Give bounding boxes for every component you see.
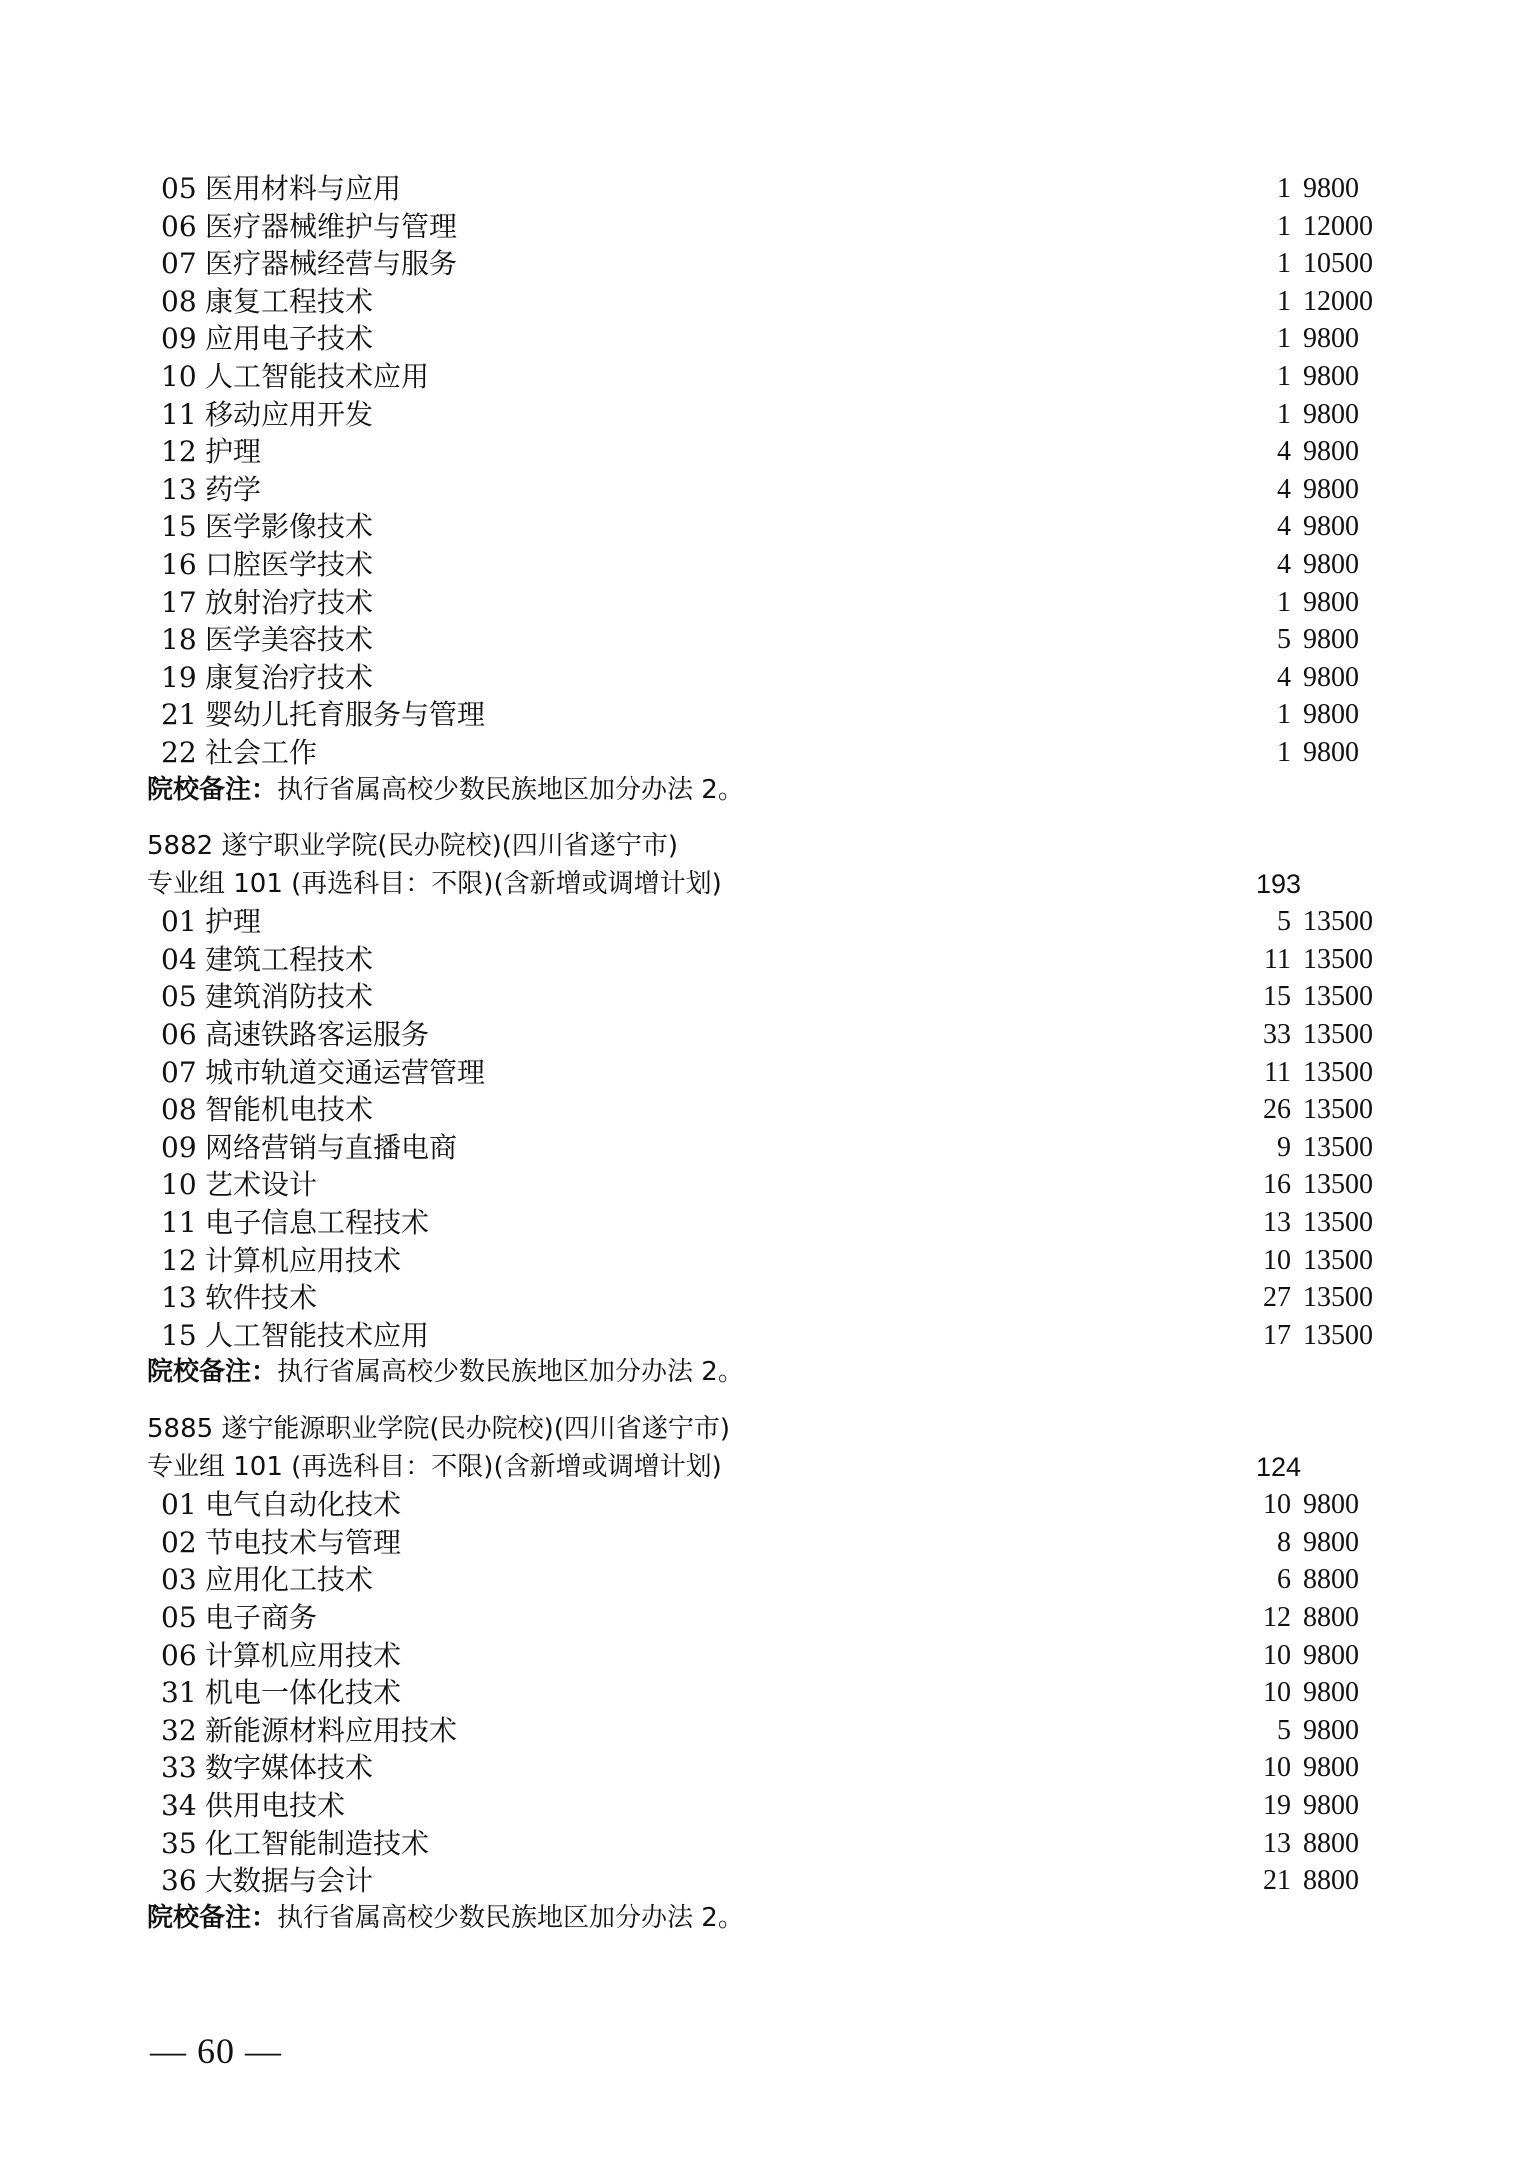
plan-count: 13 xyxy=(1263,1827,1291,1859)
major-name: 移动应用开发 xyxy=(205,397,374,431)
group-label: 专业组 101 (再选科目：不限)(含新增或调增计划) xyxy=(147,1451,722,1482)
plan-count: 17 xyxy=(1263,1319,1291,1351)
note-label: 院校备注： xyxy=(147,774,278,805)
group-label: 专业组 101 (再选科目：不限)(含新增或调增计划) xyxy=(147,868,722,899)
major-name: 大数据与会计 xyxy=(205,1864,374,1898)
major-code: 36 xyxy=(161,1864,197,1898)
tuition-fee: 9800 xyxy=(1303,1677,1359,1709)
major-name: 康复工程技术 xyxy=(205,284,374,318)
major-group-heading xyxy=(147,866,1387,904)
tuition-fee: 13500 xyxy=(1303,1094,1373,1126)
major-code: 05 xyxy=(161,172,197,205)
major-row xyxy=(147,508,1387,546)
plan-count: 10 xyxy=(1263,1639,1291,1671)
major-name: 艺术设计 xyxy=(205,1168,318,1202)
plan-count: 1 xyxy=(1277,398,1291,430)
major-row xyxy=(147,208,1387,246)
major-name: 电子商务 xyxy=(205,1600,318,1634)
major-code: 15 xyxy=(161,510,197,544)
section-spacer xyxy=(147,1392,1387,1411)
plan-count: 1 xyxy=(1277,173,1291,204)
major-row xyxy=(147,1524,1387,1562)
major-name: 机电一体化技术 xyxy=(205,1676,402,1710)
major-name: 人工智能技术应用 xyxy=(205,359,430,393)
major-code: 18 xyxy=(161,623,197,657)
plan-count: 26 xyxy=(1263,1094,1291,1126)
plan-count: 4 xyxy=(1277,661,1291,693)
plan-count: 1 xyxy=(1277,699,1291,731)
tuition-fee: 9800 xyxy=(1303,586,1359,618)
major-code: 13 xyxy=(161,472,197,506)
major-code: 09 xyxy=(161,1130,197,1164)
major-row xyxy=(147,1712,1387,1750)
major-row xyxy=(147,659,1387,697)
tuition-fee: 13500 xyxy=(1303,1056,1373,1088)
major-code: 12 xyxy=(161,435,197,469)
major-name: 康复治疗技术 xyxy=(205,660,374,694)
tuition-fee: 8800 xyxy=(1303,1865,1359,1897)
major-name: 电气自动化技术 xyxy=(205,1488,402,1522)
plan-count: 5 xyxy=(1277,906,1291,938)
major-row xyxy=(147,283,1387,321)
tuition-fee: 9800 xyxy=(1303,1639,1359,1671)
major-code: 10 xyxy=(161,1168,197,1202)
note-text: 执行省属高校少数民族地区加分办法 2。 xyxy=(277,774,744,805)
group-total: 193 xyxy=(1255,868,1301,899)
major-code: 11 xyxy=(161,1206,197,1240)
school-heading: 5885 遂宁能源职业学院(民办院校)(四川省遂宁市) xyxy=(147,1414,731,1444)
tuition-fee: 13500 xyxy=(1303,943,1373,975)
plan-count: 10 xyxy=(1263,1489,1291,1521)
major-name: 婴幼儿托育服务与管理 xyxy=(205,698,486,732)
major-name: 应用化工技术 xyxy=(205,1563,374,1597)
major-row xyxy=(147,1862,1387,1900)
major-code: 11 xyxy=(161,397,197,431)
tuition-fee: 13500 xyxy=(1303,1282,1373,1314)
major-name: 医疗器械经营与服务 xyxy=(205,247,458,281)
major-name: 软件技术 xyxy=(205,1281,318,1315)
major-name: 计算机应用技术 xyxy=(205,1638,402,1672)
major-code: 06 xyxy=(161,1018,197,1052)
major-row xyxy=(147,1561,1387,1599)
tuition-fee: 8800 xyxy=(1303,1601,1359,1633)
major-row xyxy=(147,358,1387,396)
page-number: — 60 — xyxy=(150,2031,282,2071)
major-row xyxy=(147,1317,1387,1355)
plan-count: 4 xyxy=(1277,511,1291,543)
major-name: 城市轨道交通运营管理 xyxy=(205,1055,486,1089)
major-code: 04 xyxy=(161,942,197,976)
major-code: 08 xyxy=(161,1093,197,1127)
plan-count: 9 xyxy=(1277,1131,1291,1163)
tuition-fee: 9800 xyxy=(1303,1489,1359,1521)
tuition-fee: 10500 xyxy=(1303,248,1373,280)
major-code: 02 xyxy=(161,1525,197,1559)
tuition-fee: 13500 xyxy=(1303,906,1373,938)
major-row xyxy=(147,1599,1387,1637)
school-note xyxy=(147,772,1387,810)
plan-count: 13 xyxy=(1263,1207,1291,1239)
major-row xyxy=(147,1204,1387,1242)
major-row xyxy=(147,1674,1387,1712)
tuition-fee: 13500 xyxy=(1303,1169,1373,1201)
plan-count: 4 xyxy=(1277,436,1291,468)
tuition-fee: 9800 xyxy=(1303,1752,1359,1784)
major-code: 06 xyxy=(161,1638,197,1672)
plan-count: 5 xyxy=(1277,624,1291,656)
tuition-fee: 13500 xyxy=(1303,1131,1373,1163)
major-code: 10 xyxy=(161,359,197,393)
tuition-fee: 9800 xyxy=(1303,624,1359,656)
plan-count: 4 xyxy=(1277,548,1291,580)
major-row xyxy=(147,471,1387,509)
plan-count: 16 xyxy=(1263,1169,1291,1201)
major-row xyxy=(147,1091,1387,1129)
major-code: 08 xyxy=(161,284,197,318)
major-code: 21 xyxy=(161,698,197,732)
major-name: 护理 xyxy=(205,905,262,939)
tuition-fee: 9800 xyxy=(1303,1714,1359,1746)
enrollment-plan-list xyxy=(147,170,1387,1937)
major-name: 医用材料与应用 xyxy=(205,172,402,205)
note-text: 执行省属高校少数民族地区加分办法 2。 xyxy=(277,1902,744,1933)
major-row xyxy=(147,903,1387,941)
tuition-fee: 9800 xyxy=(1303,1789,1359,1821)
plan-count: 5 xyxy=(1277,1714,1291,1746)
note-text: 执行省属高校少数民族地区加分办法 2。 xyxy=(277,1357,744,1388)
major-name: 供用电技术 xyxy=(205,1788,346,1822)
major-row xyxy=(147,170,1387,208)
note-label: 院校备注： xyxy=(147,1902,278,1933)
major-code: 19 xyxy=(161,660,197,694)
tuition-fee: 9800 xyxy=(1303,360,1359,392)
major-code: 13 xyxy=(161,1281,197,1315)
major-name: 医疗器械维护与管理 xyxy=(205,209,458,243)
major-code: 16 xyxy=(161,547,197,581)
tuition-fee: 12000 xyxy=(1303,210,1373,242)
plan-count: 11 xyxy=(1264,1056,1291,1088)
major-row xyxy=(147,320,1387,358)
major-row xyxy=(147,1637,1387,1675)
plan-count: 1 xyxy=(1277,736,1291,768)
plan-count: 1 xyxy=(1277,360,1291,392)
major-row xyxy=(147,696,1387,734)
major-row xyxy=(147,1279,1387,1317)
plan-count: 1 xyxy=(1277,210,1291,242)
major-name: 人工智能技术应用 xyxy=(205,1318,430,1352)
major-name: 新能源材料应用技术 xyxy=(205,1713,458,1747)
plan-count: 8 xyxy=(1277,1526,1291,1558)
plan-count: 1 xyxy=(1277,323,1291,355)
major-code: 07 xyxy=(161,1055,197,1089)
major-code: 01 xyxy=(161,1488,197,1522)
major-name: 护理 xyxy=(205,435,262,469)
tuition-fee: 8800 xyxy=(1303,1827,1359,1859)
major-name: 医学影像技术 xyxy=(205,510,374,544)
tuition-fee: 13500 xyxy=(1303,981,1373,1013)
plan-count: 15 xyxy=(1263,981,1291,1013)
major-row xyxy=(147,941,1387,979)
plan-count: 10 xyxy=(1263,1752,1291,1784)
tuition-fee: 8800 xyxy=(1303,1564,1359,1596)
tuition-fee: 9800 xyxy=(1303,511,1359,543)
tuition-fee: 9800 xyxy=(1303,398,1359,430)
major-code: 35 xyxy=(161,1826,197,1860)
major-name: 电子信息工程技术 xyxy=(205,1206,430,1240)
major-row xyxy=(147,433,1387,471)
major-name: 网络营销与直播电商 xyxy=(205,1130,458,1164)
plan-count: 11 xyxy=(1264,943,1291,975)
major-code: 07 xyxy=(161,247,197,281)
major-row xyxy=(147,978,1387,1016)
major-row xyxy=(147,1166,1387,1204)
major-row xyxy=(147,1242,1387,1280)
major-code: 15 xyxy=(161,1318,197,1352)
major-group-heading xyxy=(147,1449,1387,1487)
plan-count: 10 xyxy=(1263,1244,1291,1276)
plan-count: 12 xyxy=(1263,1601,1291,1633)
plan-count: 1 xyxy=(1277,586,1291,618)
major-code: 09 xyxy=(161,322,197,356)
tuition-fee: 9800 xyxy=(1303,1526,1359,1558)
major-row xyxy=(147,1016,1387,1054)
tuition-fee: 13500 xyxy=(1303,1207,1373,1239)
plan-count: 10 xyxy=(1263,1677,1291,1709)
major-name: 节电技术与管理 xyxy=(205,1525,402,1559)
major-name: 建筑工程技术 xyxy=(205,942,374,976)
major-name: 化工智能制造技术 xyxy=(205,1826,430,1860)
major-code: 17 xyxy=(161,585,197,619)
note-label: 院校备注： xyxy=(147,1357,278,1388)
major-name: 口腔医学技术 xyxy=(205,547,374,581)
tuition-fee: 13500 xyxy=(1303,1319,1373,1351)
plan-count: 27 xyxy=(1263,1282,1291,1314)
tuition-fee: 12000 xyxy=(1303,285,1373,317)
major-row xyxy=(147,584,1387,622)
major-code: 33 xyxy=(161,1751,197,1785)
major-code: 22 xyxy=(161,735,197,769)
tuition-fee: 13500 xyxy=(1303,1019,1373,1051)
major-code: 03 xyxy=(161,1563,197,1597)
major-name: 数字媒体技术 xyxy=(205,1751,374,1785)
major-code: 31 xyxy=(161,1676,197,1710)
major-name: 智能机电技术 xyxy=(205,1093,374,1127)
section-spacer xyxy=(147,809,1387,828)
major-row xyxy=(147,1486,1387,1524)
major-row xyxy=(147,396,1387,434)
major-row xyxy=(147,1825,1387,1863)
major-code: 32 xyxy=(161,1713,197,1747)
plan-count: 21 xyxy=(1263,1865,1291,1897)
tuition-fee: 9800 xyxy=(1303,323,1359,355)
major-row xyxy=(147,1749,1387,1787)
plan-count: 19 xyxy=(1263,1789,1291,1821)
school-note xyxy=(147,1900,1387,1938)
major-code: 12 xyxy=(161,1243,197,1277)
plan-count: 1 xyxy=(1277,285,1291,317)
plan-count: 33 xyxy=(1263,1019,1291,1051)
major-name: 高速铁路客运服务 xyxy=(205,1018,430,1052)
school-heading: 5882 遂宁职业学院(民办院校)(四川省遂宁市) xyxy=(147,831,679,862)
tuition-fee: 9800 xyxy=(1303,661,1359,693)
major-code: 34 xyxy=(161,1788,197,1822)
major-name: 放射治疗技术 xyxy=(205,585,374,619)
plan-count: 4 xyxy=(1277,473,1291,505)
major-row xyxy=(147,1129,1387,1167)
tuition-fee: 9800 xyxy=(1303,736,1359,768)
group-total: 124 xyxy=(1255,1451,1301,1482)
major-code: 05 xyxy=(161,980,197,1014)
major-name: 社会工作 xyxy=(205,735,318,769)
major-code: 01 xyxy=(161,905,197,939)
major-name: 建筑消防技术 xyxy=(205,980,374,1014)
tuition-fee: 9800 xyxy=(1303,699,1359,731)
plan-count: 6 xyxy=(1277,1564,1291,1596)
major-row xyxy=(147,1787,1387,1825)
major-name: 应用电子技术 xyxy=(205,322,374,356)
major-row xyxy=(147,621,1387,659)
major-name: 医学美容技术 xyxy=(205,623,374,657)
major-name: 计算机应用技术 xyxy=(205,1243,402,1277)
major-row xyxy=(147,245,1387,283)
tuition-fee: 9800 xyxy=(1303,173,1359,204)
tuition-fee: 9800 xyxy=(1303,473,1359,505)
major-code: 05 xyxy=(161,1600,197,1634)
tuition-fee: 9800 xyxy=(1303,436,1359,468)
tuition-fee: 9800 xyxy=(1303,548,1359,580)
major-row xyxy=(147,546,1387,584)
major-code: 06 xyxy=(161,209,197,243)
school-note xyxy=(147,1354,1387,1392)
major-row xyxy=(147,734,1387,772)
plan-count: 1 xyxy=(1277,248,1291,280)
tuition-fee: 13500 xyxy=(1303,1244,1373,1276)
major-name: 药学 xyxy=(205,472,262,506)
major-row xyxy=(147,1054,1387,1092)
